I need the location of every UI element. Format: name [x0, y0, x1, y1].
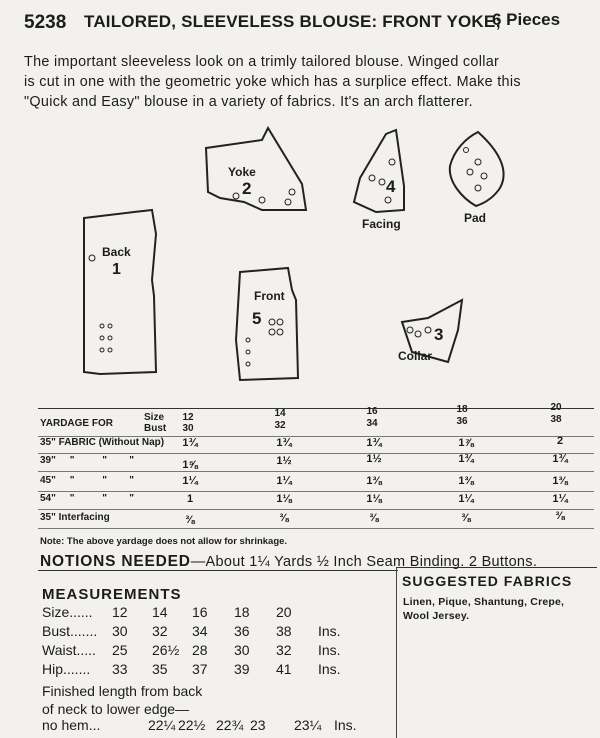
yardage-cell: ⅜ — [279, 512, 289, 524]
front-label: Front — [254, 289, 285, 303]
yardage-cell: 1¾ — [458, 453, 474, 465]
pad-label: Pad — [464, 211, 487, 225]
yardage-cell: 1¼ — [276, 475, 292, 487]
yardage-row — [38, 455, 594, 472]
measurement-value: 28 — [192, 642, 208, 658]
measurement-value: 26½ — [152, 642, 180, 658]
facing-number: 4 — [386, 177, 396, 196]
finished-value: 22¾ — [216, 717, 244, 733]
yardage-cell: 1½ — [366, 453, 382, 465]
size-14: 14 — [274, 408, 286, 419]
size-20: 20 — [550, 402, 562, 413]
measurement-value: 25 — [112, 642, 128, 658]
collar-label: Collar — [398, 349, 433, 363]
yardage-cell: ⅜ — [461, 512, 471, 524]
yardage-header-row — [38, 402, 594, 437]
measurement-value: 18 — [234, 604, 250, 620]
bust-36: 36 — [456, 416, 468, 427]
description-line: The important sleeveless look on a trimly tailored blouse. Winged collar — [24, 54, 500, 70]
yardage-cell: 1⅜ — [458, 475, 474, 487]
measurement-row — [42, 623, 402, 641]
divider — [38, 570, 398, 571]
measurement-value: 41 — [276, 661, 292, 677]
back-number: 1 — [112, 261, 121, 278]
measurement-value: 37 — [192, 661, 208, 677]
measurement-label: Waist..... — [42, 642, 96, 658]
measurement-value: 35 — [152, 661, 168, 677]
measurements-heading: MEASUREMENTS — [42, 586, 182, 603]
yoke-label: Yoke — [228, 165, 256, 179]
measurement-value: 34 — [192, 623, 208, 639]
measurement-row — [42, 642, 402, 660]
yardage-cell: 1⅛ — [366, 493, 382, 505]
finished-value: 22¼ — [148, 717, 176, 733]
size-18: 18 — [456, 404, 468, 415]
size-12: 12 — [182, 412, 194, 423]
facing-label: Facing — [362, 217, 401, 231]
measurement-value: 20 — [276, 604, 292, 620]
yardage-label: YARDAGE FOR — [40, 418, 113, 429]
measurement-label: Hip....... — [42, 661, 91, 677]
yardage-cell: 1¼ — [552, 493, 568, 505]
measurement-value: 14 — [152, 604, 168, 620]
measurement-value: 30 — [112, 623, 128, 639]
measurement-value: 12 — [112, 604, 128, 620]
notions-label: NOTIONS NEEDED — [40, 553, 191, 570]
measurement-label: Bust....... — [42, 623, 98, 639]
yardage-row — [38, 512, 594, 529]
size-16: 16 — [366, 406, 378, 417]
measurement-unit: Ins. — [318, 642, 341, 658]
measurement-value: 33 — [112, 661, 128, 677]
bust-38: 38 — [550, 414, 562, 425]
yardage-row-label: 35" FABRIC (Without Nap) — [40, 437, 165, 448]
pattern-title: TAILORED, SLEEVELESS BLOUSE: FRONT YOKE; — [84, 12, 502, 31]
yardage-cell: ⅜ — [555, 510, 565, 522]
yardage-cell: 1¾ — [366, 437, 382, 449]
bust-32: 32 — [274, 420, 286, 431]
yardage-cell: 1⅜ — [552, 475, 568, 487]
pattern-number: 5238 — [24, 12, 67, 33]
bust-34: 34 — [366, 418, 378, 429]
measurement-unit: Ins. — [318, 661, 341, 677]
measurement-value: 36 — [234, 623, 250, 639]
yardage-row — [38, 437, 594, 454]
yardage-cell: 1¾ — [552, 453, 568, 465]
yardage-cell: 1⅜ — [366, 475, 382, 487]
measurement-value: 32 — [152, 623, 168, 639]
finished-value: 23¼ — [294, 717, 322, 733]
front-piece-outline — [236, 268, 298, 380]
measurement-label: Size...... — [42, 604, 93, 620]
measurement-row — [42, 604, 402, 622]
finished-length-row — [42, 717, 402, 735]
pad-piece-outline — [450, 132, 504, 206]
measurement-value: 16 — [192, 604, 208, 620]
finished-length-label: of neck to lower edge— — [42, 701, 190, 717]
measurement-value: 39 — [234, 661, 250, 677]
measurement-value: 30 — [234, 642, 250, 658]
yardage-cell: 2 — [556, 435, 564, 447]
finished-length-label: Finished length from back — [42, 683, 203, 699]
measurement-value: 38 — [276, 623, 292, 639]
size-label: Size — [144, 412, 165, 423]
yardage-cell: 1¼ — [182, 475, 198, 487]
notions-text: —About 1¼ Yards ½ Inch Seam Binding. 2 Buttons. — [190, 554, 538, 570]
description-line: is cut in one with the geometric yoke which has a surplice effect. Make this — [24, 74, 521, 90]
back-piece-outline — [84, 210, 156, 374]
yardage-cell: 1 — [186, 493, 194, 505]
yardage-cell: 1⅞ — [458, 437, 474, 449]
suggested-fabrics-heading: SUGGESTED FABRICS — [402, 573, 573, 589]
yardage-row — [38, 493, 594, 510]
piece-count: 6 Pieces — [492, 10, 561, 29]
measurement-row — [42, 661, 402, 679]
yardage-row-label: 54" " " " — [40, 493, 134, 504]
yoke-number: 2 — [242, 179, 252, 198]
yardage-row-label: 39" " " " — [40, 455, 134, 466]
yoke-piece-outline — [206, 128, 306, 210]
bust-label: Bust — [144, 423, 167, 434]
yardage-cell: 1⅛ — [276, 493, 292, 505]
measurement-unit: Ins. — [318, 623, 341, 639]
yardage-row-label: 45" " " " — [40, 475, 134, 486]
back-label: Back — [102, 245, 131, 259]
front-number: 5 — [252, 309, 262, 328]
measurement-value: 32 — [276, 642, 292, 658]
fabrics-box — [396, 567, 597, 738]
yardage-cell: 1¾ — [182, 437, 198, 449]
yardage-row — [38, 475, 594, 492]
suggested-fabrics-text: Linen, Pique, Shantung, Crepe, Wool Jersey. — [403, 596, 565, 622]
finished-value: 23 — [250, 717, 266, 733]
yardage-cell: ⅜ — [369, 512, 379, 524]
finished-length-label: no hem... — [42, 717, 101, 733]
collar-number: 3 — [434, 325, 444, 344]
yardage-cell: 1¼ — [458, 493, 474, 505]
description-line: "Quick and Easy" blouse in a variety of fabrics. It's an arch flatterer. — [24, 94, 473, 110]
yardage-note: Note: The above yardage does not allow for shrinkage. — [40, 536, 288, 547]
bust-30: 30 — [182, 423, 194, 434]
yardage-cell: 1½ — [276, 455, 292, 467]
yardage-table-top-rule — [38, 408, 594, 409]
yardage-cell: 1¾ — [276, 437, 292, 449]
finished-unit: Ins. — [334, 717, 357, 733]
yardage-cell: ⅜ — [185, 514, 195, 526]
finished-value: 22½ — [178, 717, 206, 733]
yardage-row-label: 35" Interfacing — [40, 512, 110, 523]
facing-piece-outline — [354, 130, 404, 212]
yardage-cell: 1⅝ — [182, 459, 198, 471]
